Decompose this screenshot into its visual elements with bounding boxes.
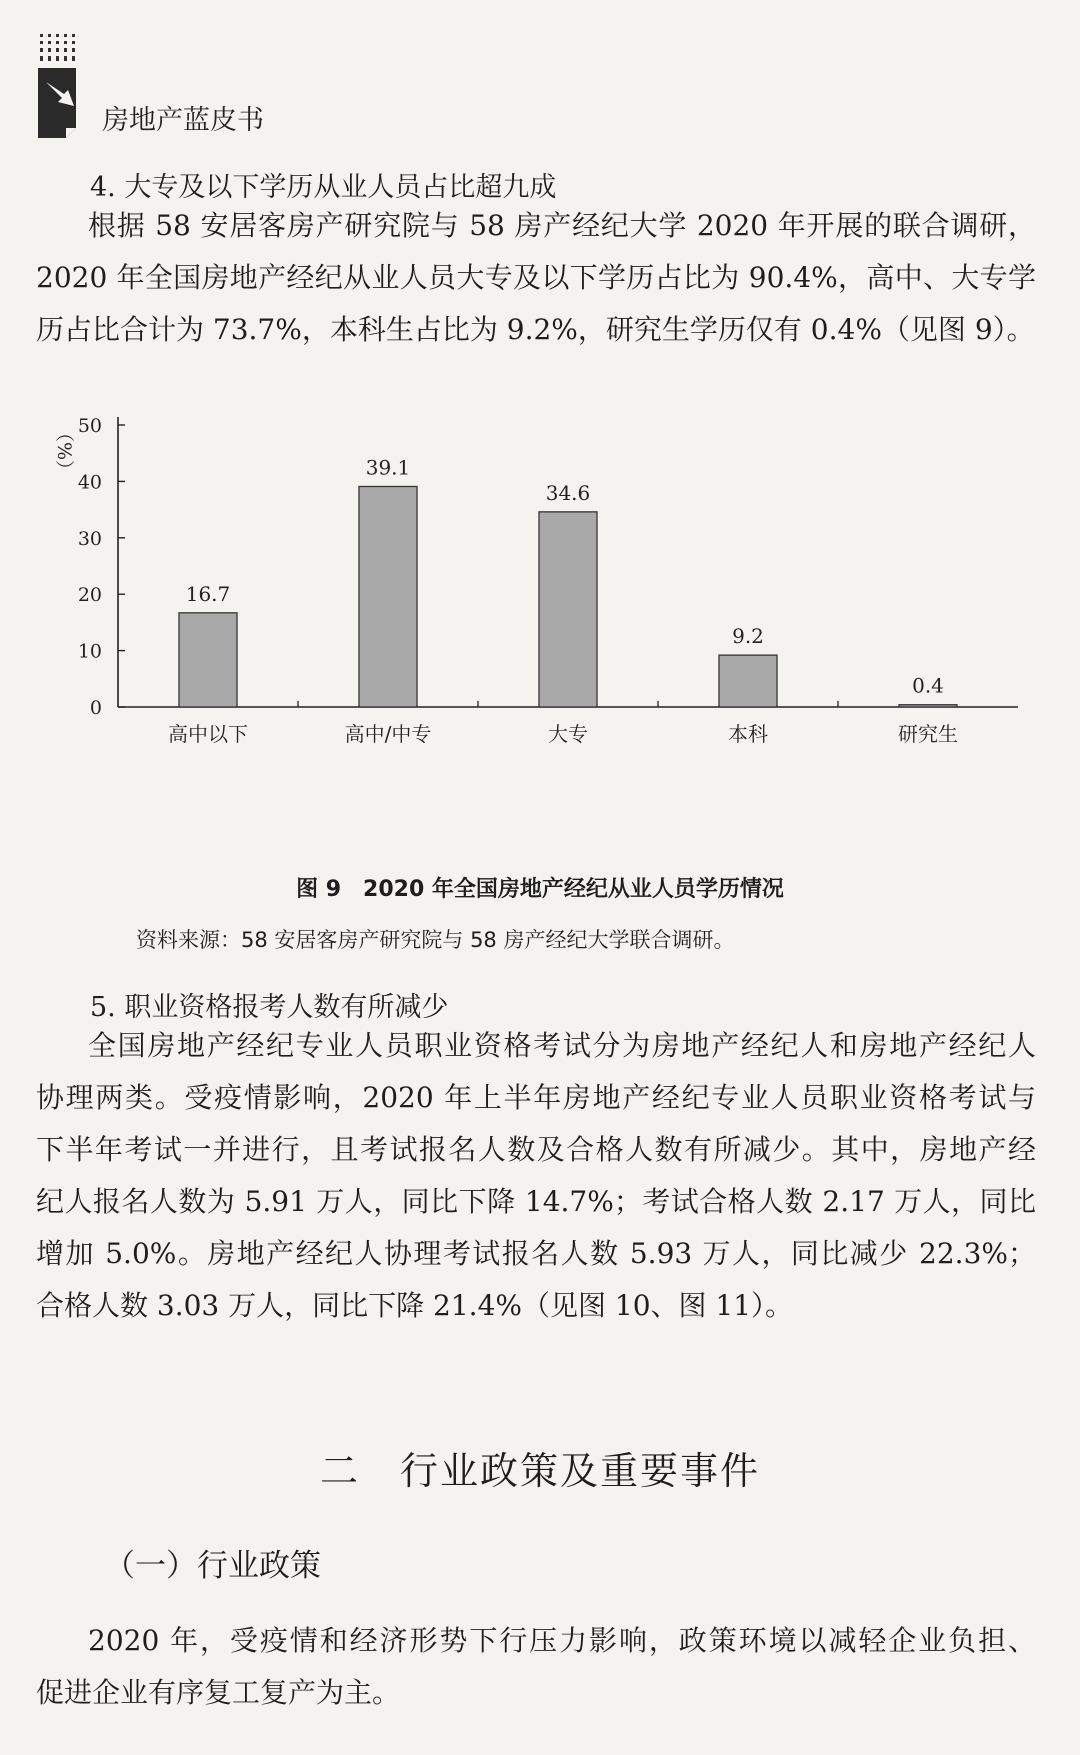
paragraph-line: 根据 58 安居客房产研究院与 58 房产经纪大学 2020 年开展的联合调研， [88, 209, 1036, 242]
y-tick-label: 40 [77, 471, 102, 494]
x-category-label: 高中/中专 [344, 722, 432, 746]
section-5-heading: 5. 职业资格报考人数有所减少 [90, 992, 449, 1023]
section-4-paragraph [36, 200, 1036, 356]
y-tick-label: 30 [77, 527, 102, 550]
x-category-label: 本科 [728, 722, 768, 746]
paragraph-line: 促进企业有序复工复产为主。 [36, 1676, 401, 1709]
policy-paragraph [36, 1615, 1036, 1719]
bar-2 [359, 486, 417, 707]
subsection-heading: （一）行业政策 [104, 1548, 321, 1584]
bar-value-label: 34.6 [545, 480, 591, 505]
bar-value-label: 16.7 [185, 581, 231, 606]
y-tick-label: 50 [77, 415, 102, 437]
y-axis-unit-label: （%） [53, 423, 75, 480]
figure-caption: 图 9 2020 年全国房地产经纪从业人员学历情况 [296, 877, 784, 902]
y-axis-unit-label-group [53, 423, 75, 479]
paragraph-line: 增加 5.0%。房地产经纪人协理考试报名人数 5.93 万人，同比减少 22.3%； [36, 1237, 1036, 1270]
figure-source-note: 资料来源：58 安居客房产研究院与 58 房产经纪大学联合调研。 [136, 928, 735, 952]
x-category-label: 大专 [548, 722, 588, 746]
bar-5 [899, 705, 957, 707]
bar-3 [539, 512, 597, 707]
paragraph-line: 2020 年，受疫情和经济形势下行压力影响，政策环境以减轻企业负担、 [88, 1624, 1036, 1657]
bar-value-label: 0.4 [912, 673, 944, 698]
y-tick-label: 10 [77, 640, 102, 663]
bar-1 [179, 613, 237, 707]
paragraph-line: 纪人报名人数为 5.91 万人，同比下降 14.7%；考试合格人数 2.17 万人，同比 [36, 1185, 1036, 1218]
paragraph-line: 协理两类。受疫情影响，2020 年上半年房地产经纪专业人员职业资格考试与 [36, 1081, 1036, 1114]
running-header-title: 房地产蓝皮书 [102, 105, 264, 136]
paragraph-line: 合格人数 3.03 万人，同比下降 21.4%（见图 10、图 11）。 [36, 1289, 794, 1322]
book-logo-icon [36, 32, 88, 142]
x-category-label: 研究生 [898, 722, 958, 746]
paragraph-line: 全国房地产经纪专业人员职业资格考试分为房地产经纪人和房地产经纪人 [88, 1029, 1036, 1062]
chart-bars [168, 455, 958, 746]
bar-value-label: 9.2 [732, 624, 764, 649]
y-tick-label: 0 [89, 697, 102, 719]
paragraph-line: 下半年考试一并进行，且考试报名人数及合格人数有所减少。其中，房地产经 [36, 1133, 1036, 1166]
chapter-heading: 二 行业政策及重要事件 [319, 1449, 760, 1493]
paragraph-line: 2020 年全国房地产经纪从业人员大专及以下学历占比为 90.4%，高中、大专学 [36, 261, 1036, 294]
section-4-heading: 4. 大专及以下学历从业人员占比超九成 [90, 172, 557, 203]
bar-value-label: 39.1 [365, 455, 411, 480]
y-tick-label: 20 [77, 584, 102, 607]
paragraph-line: 历占比合计为 73.7%，本科生占比为 9.2%，研究生学历仅有 0.4%（见图 9）。 [36, 313, 1035, 346]
x-category-label: 高中以下 [168, 722, 248, 746]
education-bar-chart [40, 395, 1040, 860]
section-5-paragraph [36, 1020, 1036, 1332]
bar-4 [719, 655, 777, 707]
